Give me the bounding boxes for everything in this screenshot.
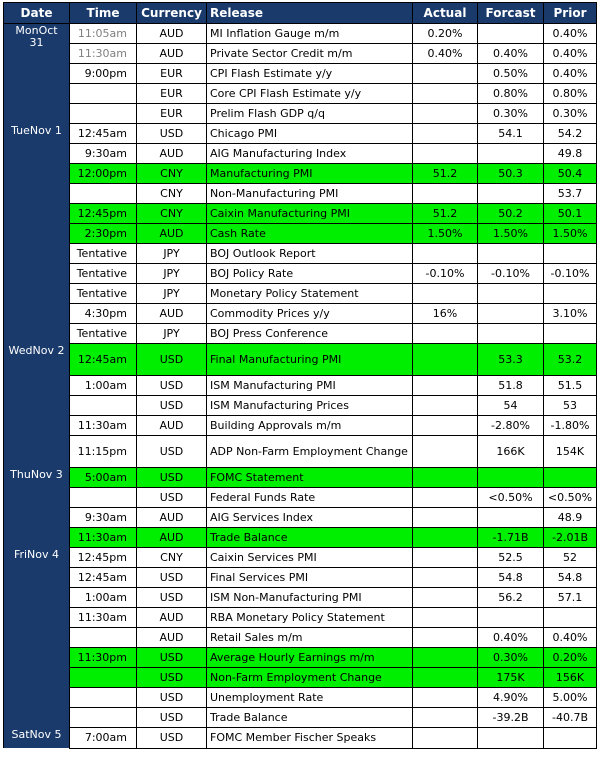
time-cell: 11:30am xyxy=(70,608,137,628)
forecast-cell: 54.8 xyxy=(478,568,544,588)
prior-cell: 156K xyxy=(544,668,597,688)
calendar-row xyxy=(4,64,597,84)
actual-cell xyxy=(413,568,478,588)
prior-cell: 49.8 xyxy=(544,144,597,164)
actual-cell xyxy=(413,728,478,749)
calendar-row xyxy=(4,708,597,728)
time-cell xyxy=(70,488,137,508)
calendar-row xyxy=(4,144,597,164)
time-cell: 9:00pm xyxy=(70,64,137,84)
release-cell: BOJ Policy Rate xyxy=(207,264,413,284)
time-cell: 1:00am xyxy=(70,376,137,396)
release-cell: Final Services PMI xyxy=(207,568,413,588)
time-cell xyxy=(70,84,137,104)
time-cell: 9:30am xyxy=(70,144,137,164)
time-cell xyxy=(70,396,137,416)
release-cell: AIG Services Index xyxy=(207,508,413,528)
time-cell: 9:30am xyxy=(70,508,137,528)
calendar-row xyxy=(4,436,597,468)
prior-cell: 0.30% xyxy=(544,104,597,124)
time-cell: 12:00pm xyxy=(70,164,137,184)
actual-cell xyxy=(413,324,478,344)
prior-cell: 0.40% xyxy=(544,64,597,84)
time-cell: 12:45pm xyxy=(70,548,137,568)
calendar-row xyxy=(4,396,597,416)
currency-cell: USD xyxy=(137,668,207,688)
release-cell: AIG Manufacturing Index xyxy=(207,144,413,164)
prior-cell: -40.7B xyxy=(544,708,597,728)
calendar-row xyxy=(4,628,597,648)
prior-cell xyxy=(544,728,597,749)
calendar-body xyxy=(4,24,597,749)
forecast-cell: 52.5 xyxy=(478,548,544,568)
prior-cell: -2.01B xyxy=(544,528,597,548)
forecast-cell: -2.80% xyxy=(478,416,544,436)
currency-cell: USD xyxy=(137,568,207,588)
release-cell: ISM Manufacturing Prices xyxy=(207,396,413,416)
prior-cell: 48.9 xyxy=(544,508,597,528)
forecast-cell xyxy=(478,284,544,304)
time-cell xyxy=(70,628,137,648)
currency-cell: USD xyxy=(137,648,207,668)
release-cell: Core CPI Flash Estimate y/y xyxy=(207,84,413,104)
release-cell: Caixin Manufacturing PMI xyxy=(207,204,413,224)
release-cell: FOMC Member Fischer Speaks xyxy=(207,728,413,749)
currency-cell: AUD xyxy=(137,24,207,44)
forecast-cell: 0.30% xyxy=(478,648,544,668)
calendar-row xyxy=(4,508,597,528)
release-cell: Private Sector Credit m/m xyxy=(207,44,413,64)
currency-cell: CNY xyxy=(137,184,207,204)
currency-cell: USD xyxy=(137,396,207,416)
actual-cell: -0.10% xyxy=(413,264,478,284)
release-cell: Trade Balance xyxy=(207,528,413,548)
currency-cell: JPY xyxy=(137,324,207,344)
currency-cell: USD xyxy=(137,708,207,728)
currency-cell: EUR xyxy=(137,84,207,104)
date-cell: SatNov 5 xyxy=(4,728,70,749)
forecast-cell: 50.3 xyxy=(478,164,544,184)
time-cell: 5:00am xyxy=(70,468,137,488)
currency-cell: USD xyxy=(137,468,207,488)
prior-cell: 51.5 xyxy=(544,376,597,396)
forecast-cell: 0.40% xyxy=(478,44,544,64)
prior-cell xyxy=(544,468,597,488)
forecast-cell xyxy=(478,468,544,488)
actual-cell xyxy=(413,344,478,376)
prior-cell: 57.1 xyxy=(544,588,597,608)
date-cell: WedNov 2 xyxy=(4,344,70,468)
currency-cell: CNY xyxy=(137,164,207,184)
calendar-row xyxy=(4,284,597,304)
time-cell: 11:15pm xyxy=(70,436,137,468)
date-cell: TueNov 1 xyxy=(4,124,70,344)
forecast-cell xyxy=(478,304,544,324)
time-cell: 12:45am xyxy=(70,124,137,144)
prior-cell xyxy=(544,608,597,628)
forecast-cell xyxy=(478,728,544,749)
actual-cell xyxy=(413,284,478,304)
actual-cell xyxy=(413,64,478,84)
forecast-cell: 54 xyxy=(478,396,544,416)
release-cell: Cash Rate xyxy=(207,224,413,244)
actual-cell xyxy=(413,528,478,548)
forecast-cell: 0.30% xyxy=(478,104,544,124)
time-cell xyxy=(70,708,137,728)
release-cell: Retail Sales m/m xyxy=(207,628,413,648)
currency-cell: JPY xyxy=(137,244,207,264)
forecast-cell xyxy=(478,24,544,44)
calendar-row xyxy=(4,344,597,376)
release-cell: Monetary Policy Statement xyxy=(207,284,413,304)
forecast-cell: 175K xyxy=(478,668,544,688)
currency-cell: AUD xyxy=(137,44,207,64)
calendar-row xyxy=(4,608,597,628)
currency-cell: AUD xyxy=(137,628,207,648)
calendar-row xyxy=(4,648,597,668)
forecast-cell: 166K xyxy=(478,436,544,468)
forecast-cell xyxy=(478,508,544,528)
actual-cell xyxy=(413,468,478,488)
forecast-cell xyxy=(478,324,544,344)
release-column-header: Release xyxy=(207,3,413,24)
release-cell: Building Approvals m/m xyxy=(207,416,413,436)
time-cell: 12:45pm xyxy=(70,204,137,224)
time-cell: 7:00am xyxy=(70,728,137,749)
calendar-row xyxy=(4,224,597,244)
date-cell: MonOct 31 xyxy=(4,24,70,124)
actual-cell xyxy=(413,124,478,144)
release-cell: Unemployment Rate xyxy=(207,688,413,708)
actual-cell: 0.20% xyxy=(413,24,478,44)
time-column-header: Time xyxy=(70,3,137,24)
calendar-row xyxy=(4,668,597,688)
currency-cell: EUR xyxy=(137,64,207,84)
actual-cell: 0.40% xyxy=(413,44,478,64)
prior-cell: 50.1 xyxy=(544,204,597,224)
calendar-row xyxy=(4,468,597,488)
currency-cell: USD xyxy=(137,344,207,376)
currency-cell: USD xyxy=(137,588,207,608)
prior-cell: 0.40% xyxy=(544,628,597,648)
actual-cell xyxy=(413,376,478,396)
actual-cell xyxy=(413,688,478,708)
forecast-cell: 0.80% xyxy=(478,84,544,104)
actual-cell xyxy=(413,588,478,608)
forecast-cell xyxy=(478,608,544,628)
time-cell: Tentative xyxy=(70,324,137,344)
time-cell: Tentative xyxy=(70,284,137,304)
prior-cell xyxy=(544,244,597,264)
forecast-cell xyxy=(478,184,544,204)
actual-cell xyxy=(413,84,478,104)
forecast-cell: 0.50% xyxy=(478,64,544,84)
prior-cell: 53.2 xyxy=(544,344,597,376)
forecast-cell: 51.8 xyxy=(478,376,544,396)
currency-cell: JPY xyxy=(137,264,207,284)
actual-cell xyxy=(413,396,478,416)
prior-cell xyxy=(544,284,597,304)
forecast-cell: 53.3 xyxy=(478,344,544,376)
forecast-cell xyxy=(478,144,544,164)
actual-cell xyxy=(413,144,478,164)
actual-cell xyxy=(413,668,478,688)
release-cell: Caixin Services PMI xyxy=(207,548,413,568)
economic-calendar-table xyxy=(3,2,597,749)
actual-column-header: Actual xyxy=(413,3,478,24)
actual-cell xyxy=(413,244,478,264)
release-cell: Trade Balance xyxy=(207,708,413,728)
prior-cell: 0.80% xyxy=(544,84,597,104)
release-cell: ADP Non-Farm Employment Change xyxy=(207,436,413,468)
release-cell: BOJ Outlook Report xyxy=(207,244,413,264)
calendar-row xyxy=(4,84,597,104)
forecast-cell xyxy=(478,244,544,264)
forecast-cell: 4.90% xyxy=(478,688,544,708)
currency-cell: USD xyxy=(137,124,207,144)
prior-cell: 50.4 xyxy=(544,164,597,184)
calendar-row xyxy=(4,488,597,508)
prior-cell: 0.40% xyxy=(544,44,597,64)
time-cell: 4:30pm xyxy=(70,304,137,324)
actual-cell xyxy=(413,416,478,436)
time-cell: Tentative xyxy=(70,244,137,264)
time-cell: 11:30am xyxy=(70,44,137,64)
release-cell: Federal Funds Rate xyxy=(207,488,413,508)
calendar-row xyxy=(4,184,597,204)
currency-cell: USD xyxy=(137,488,207,508)
currency-cell: USD xyxy=(137,728,207,749)
actual-cell xyxy=(413,488,478,508)
header-row xyxy=(4,3,597,24)
release-cell: Prelim Flash GDP q/q xyxy=(207,104,413,124)
actual-cell xyxy=(413,104,478,124)
release-cell: Chicago PMI xyxy=(207,124,413,144)
calendar-header xyxy=(4,3,597,24)
forecast-cell: <0.50% xyxy=(478,488,544,508)
prior-cell: 53 xyxy=(544,396,597,416)
currency-cell: USD xyxy=(137,436,207,468)
actual-cell: 51.2 xyxy=(413,164,478,184)
time-cell: 2:30pm xyxy=(70,224,137,244)
release-cell: RBA Monetary Policy Statement xyxy=(207,608,413,628)
time-cell xyxy=(70,184,137,204)
release-cell: Commodity Prices y/y xyxy=(207,304,413,324)
actual-cell xyxy=(413,508,478,528)
currency-cell: CNY xyxy=(137,204,207,224)
prior-cell: 3.10% xyxy=(544,304,597,324)
calendar-row xyxy=(4,688,597,708)
time-cell: 11:30am xyxy=(70,528,137,548)
forecast-cell: 1.50% xyxy=(478,224,544,244)
currency-cell: USD xyxy=(137,688,207,708)
actual-cell xyxy=(413,628,478,648)
prior-cell: -1.80% xyxy=(544,416,597,436)
calendar-row xyxy=(4,728,597,749)
calendar-row xyxy=(4,416,597,436)
release-cell: ISM Non-Manufacturing PMI xyxy=(207,588,413,608)
calendar-row xyxy=(4,104,597,124)
forecast-cell: 0.40% xyxy=(478,628,544,648)
currency-cell: AUD xyxy=(137,304,207,324)
prior-cell: 154K xyxy=(544,436,597,468)
prior-cell: 0.40% xyxy=(544,24,597,44)
prior-cell: 0.20% xyxy=(544,648,597,668)
prior-cell: 54.2 xyxy=(544,124,597,144)
time-cell: 11:05am xyxy=(70,24,137,44)
calendar-row xyxy=(4,528,597,548)
time-cell xyxy=(70,688,137,708)
calendar-row xyxy=(4,304,597,324)
date-column-header: Date xyxy=(4,3,70,24)
currency-cell: CNY xyxy=(137,548,207,568)
date-cell: FriNov 4 xyxy=(4,548,70,728)
time-cell: 12:45am xyxy=(70,568,137,588)
actual-cell xyxy=(413,184,478,204)
calendar-row xyxy=(4,164,597,184)
prior-cell: 1.50% xyxy=(544,224,597,244)
actual-cell: 1.50% xyxy=(413,224,478,244)
calendar-row xyxy=(4,264,597,284)
calendar-row xyxy=(4,376,597,396)
calendar-row xyxy=(4,124,597,144)
actual-cell xyxy=(413,608,478,628)
time-cell: 11:30am xyxy=(70,416,137,436)
forecast-cell: 54.1 xyxy=(478,124,544,144)
time-cell: 11:30pm xyxy=(70,648,137,668)
currency-cell: EUR xyxy=(137,104,207,124)
forecast-cell: -1.71B xyxy=(478,528,544,548)
currency-cell: JPY xyxy=(137,284,207,304)
prior-cell: 5.00% xyxy=(544,688,597,708)
time-cell: 1:00am xyxy=(70,588,137,608)
time-cell: 12:45am xyxy=(70,344,137,376)
currency-cell: AUD xyxy=(137,416,207,436)
release-cell: MI Inflation Gauge m/m xyxy=(207,24,413,44)
release-cell: BOJ Press Conference xyxy=(207,324,413,344)
actual-cell xyxy=(413,708,478,728)
calendar-row xyxy=(4,204,597,224)
calendar-row xyxy=(4,548,597,568)
release-cell: ISM Manufacturing PMI xyxy=(207,376,413,396)
release-cell: Average Hourly Earnings m/m xyxy=(207,648,413,668)
calendar-row xyxy=(4,24,597,44)
forecast-cell: -0.10% xyxy=(478,264,544,284)
time-cell: Tentative xyxy=(70,264,137,284)
prior-cell: -0.10% xyxy=(544,264,597,284)
calendar-row xyxy=(4,324,597,344)
calendar-row xyxy=(4,44,597,64)
actual-cell xyxy=(413,648,478,668)
currency-cell: USD xyxy=(137,376,207,396)
release-cell: CPI Flash Estimate y/y xyxy=(207,64,413,84)
actual-cell: 16% xyxy=(413,304,478,324)
currency-cell: AUD xyxy=(137,608,207,628)
prior-cell: 53.7 xyxy=(544,184,597,204)
currency-column-header: Currency xyxy=(137,3,207,24)
currency-cell: AUD xyxy=(137,528,207,548)
time-cell xyxy=(70,668,137,688)
release-cell: Manufacturing PMI xyxy=(207,164,413,184)
prior-column-header: Prior xyxy=(544,3,597,24)
currency-cell: AUD xyxy=(137,508,207,528)
prior-cell xyxy=(544,324,597,344)
release-cell: Non-Manufacturing PMI xyxy=(207,184,413,204)
prior-cell: <0.50% xyxy=(544,488,597,508)
forecast-cell: 56.2 xyxy=(478,588,544,608)
prior-cell: 54.8 xyxy=(544,568,597,588)
actual-cell: 51.2 xyxy=(413,204,478,224)
calendar-row xyxy=(4,568,597,588)
release-cell: FOMC Statement xyxy=(207,468,413,488)
forecast-cell: 50.2 xyxy=(478,204,544,224)
release-cell: Non-Farm Employment Change xyxy=(207,668,413,688)
currency-cell: AUD xyxy=(137,224,207,244)
actual-cell xyxy=(413,436,478,468)
currency-cell: AUD xyxy=(137,144,207,164)
date-cell: ThuNov 3 xyxy=(4,468,70,548)
actual-cell xyxy=(413,548,478,568)
release-cell: Final Manufacturing PMI xyxy=(207,344,413,376)
calendar-row xyxy=(4,244,597,264)
calendar-row xyxy=(4,588,597,608)
forecast-column-header: Forcast xyxy=(478,3,544,24)
prior-cell: 52 xyxy=(544,548,597,568)
time-cell xyxy=(70,104,137,124)
forecast-cell: -39.2B xyxy=(478,708,544,728)
